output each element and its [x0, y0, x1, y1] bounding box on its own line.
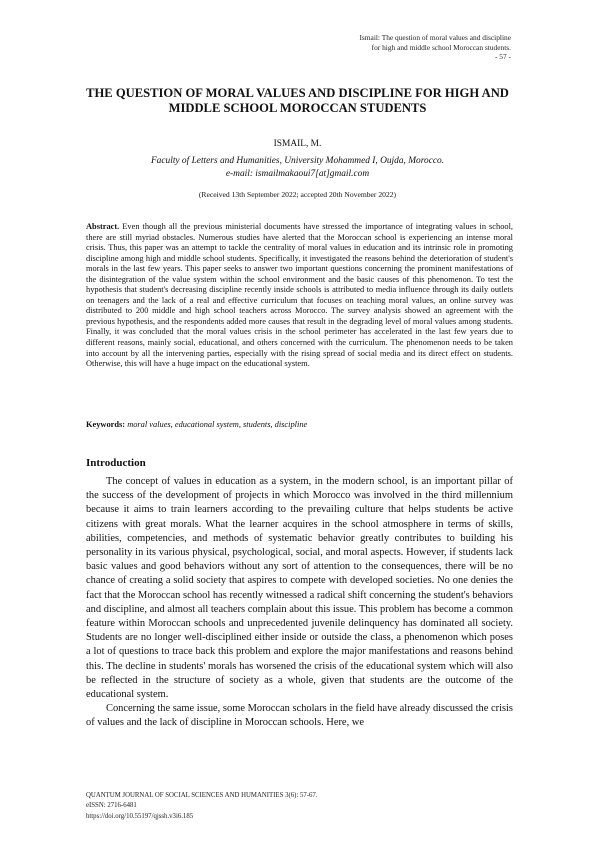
body-paragraph: Concerning the same issue, some Moroccan scholars in the field have already discussed the crisis of values and the lack of discipline in Moroccan schools. Here, we [86, 703, 513, 729]
footer-eissn: eISSN: 2716-6481 [86, 802, 137, 810]
journal-footer [86, 791, 486, 822]
paper-title: THE QUESTION OF MORAL VALUES AND DISCIPLINE FOR HIGH AND MIDDLE SCHOOL MOROCCAN STUDENTS [86, 86, 509, 115]
keywords-text: moral values, educational system, students, discipline [127, 420, 308, 429]
body-paragraph: The concept of values in education as a system, in the modern school, is an important pillar of the success of the development of projects in which Morocco was involved in the third millennium because it aims to train learners according to the prevailing culture that helps students be active citizens with great morals. What the learner acquires in the school atmosphere in terms of skills, abilities, competencies, and methods of systematic behavior greatly contributes to building his personality in its various physical, psychological, social, and moral aspects. However, if students lack basic values and good behaviors without any sort of attention to the consequences, there will be no chance of creating a solid society that aspires to compete with developed societies. No one denies the fact that the Moroccan school has recently witnessed a radical shift concerning the student's behaviors and discipline, and almost all teachers complain about this issue. This problem has become a common feature within Moroccan schools and unprecedented juvenile delinquency has dominated all society. Students are no longer well-disciplined either inside or outside the class, a phenomenon which poses a lot of questions to trace back this problem and explore the major manifestations and reasons behind this. The decline in students' morals has worsened the crisis of the educational system which will also be reflected in the structure of society as a whole, given that students are the outcome of the educational system. [86, 476, 513, 701]
page-number: - 57 - [494, 52, 511, 62]
introduction-body [86, 475, 513, 731]
running-header-line2: for high and middle school Moroccan students. [371, 42, 511, 52]
received-dates: (Received 13th September 2022; accepted 20th November 2022) [198, 190, 397, 199]
affiliation-block [80, 155, 515, 181]
running-header-line1: Ismail: The question of moral values and discipline [359, 33, 511, 42]
author-name: ISMAIL, M. [273, 139, 322, 149]
keywords-label: Keywords [86, 420, 123, 429]
abstract-text: Even though all the previous ministerial documents have stressed the importance of integrating values in school, there are still myriad obstacles. Numerous studies have alerted that the Moroccan school is experiencing an intense moral crisis. Thus, this paper was an attempt to tackle the centrality of moral values in education and its intrinsic role in promoting discipline among high and middle school students. Specifically, it investigated the reasons behind the deterioration of student's morals in the last few years. This paper seeks to answer two important questions concerning the prominent manifestations of the disintegration of the value system within the school environment and the basic causes of this phenomenon. To test the hypothesis that student's decreasing discipline recently inside schools is attributed to media influence through its daily outlets on teenagers and the lack of a real and effective curriculum that focuses on teaching moral values, an online survey was distributed to 200 middle and high school teachers across Morocco. The survey analysis showed an agreement with the previous hypothesis, and the respondents added more causes that result in the degrading level of moral values among students. Finally, it was concluded that the moral values crisis in the school perimeter has accelerated in the last few years due to different reasons, mainly social, educational, and others concerned with the curriculum. The phenomenon needs to be taken into account by all the intervening parties, especially with the rising spread of social media and its direct effect on students. Otherwise, this will have a huge impact on the educational system. [86, 222, 514, 369]
running-header [251, 33, 511, 62]
footer-journal: QUANTUM JOURNAL OF SOCIAL SCIENCES AND HUMANITIES 3(6): 57-67. [86, 792, 318, 799]
abstract-label: Abstract. [86, 222, 120, 231]
footer-doi-link[interactable]: https://doi.org/10.55197/qjssh.v3i6.185 [86, 812, 194, 820]
email-address: e-mail: ismailmakaoui7[at]gmail.com [225, 169, 370, 179]
abstract [86, 222, 513, 370]
affiliation: Faculty of Letters and Humanities, University Mohammed I, Oujda, Morocco. [150, 156, 445, 166]
section-heading-introduction: Introduction [86, 457, 146, 469]
keywords: Keywords: moral values, educational system, students, discipline [86, 420, 308, 429]
